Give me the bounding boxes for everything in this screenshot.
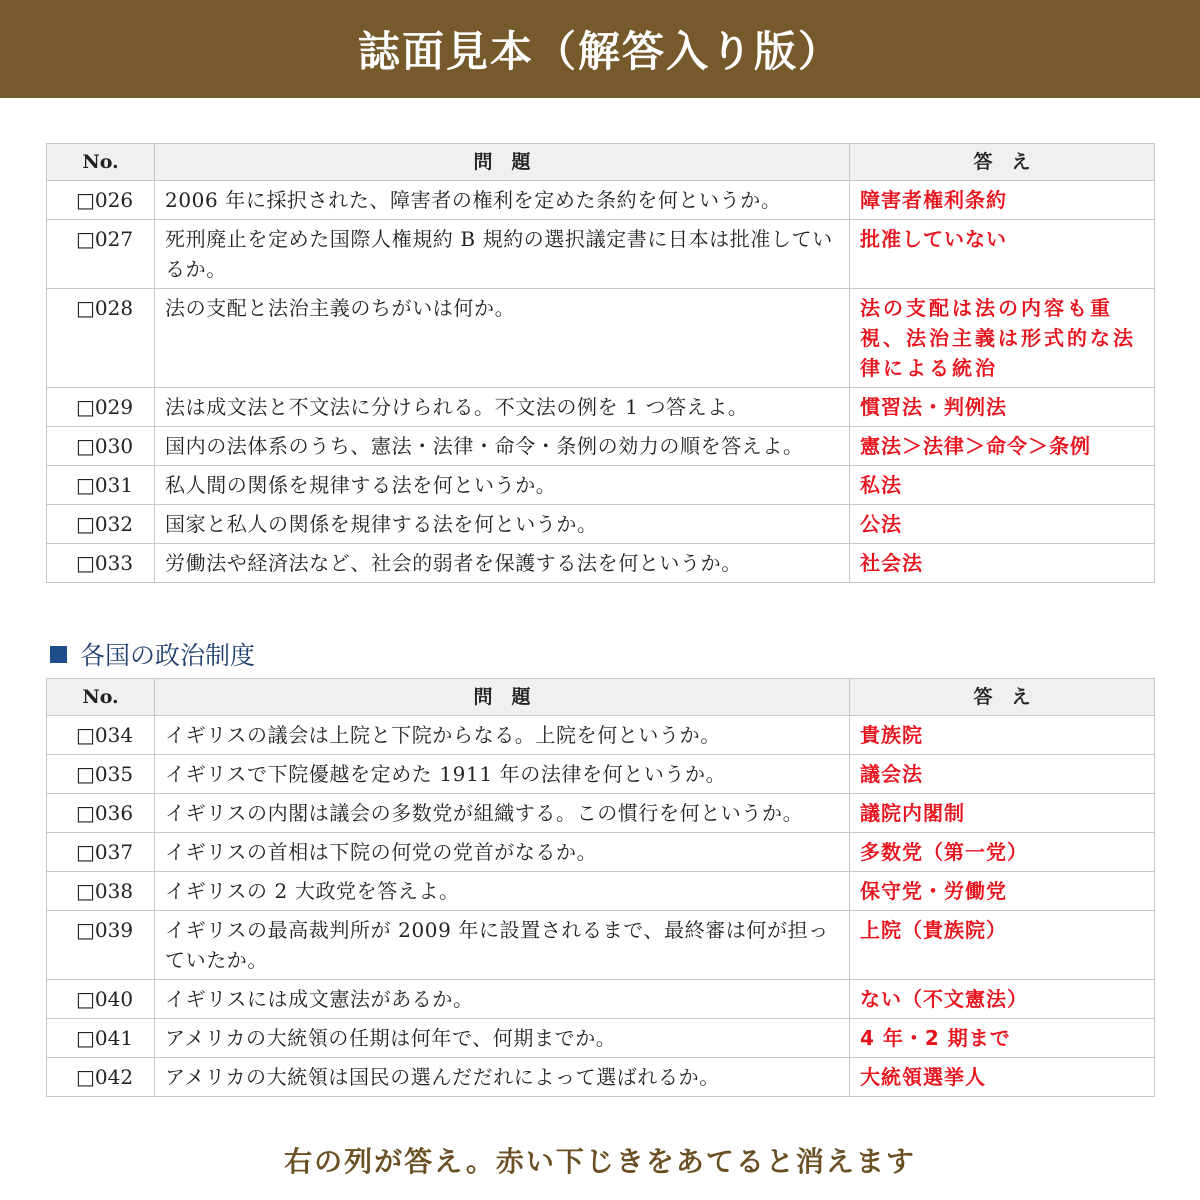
row-answer: 保守党・労働党	[850, 872, 1155, 911]
header-no: No.	[47, 144, 155, 181]
table-row	[47, 911, 1155, 980]
table-row	[47, 427, 1155, 466]
row-number: □031	[47, 466, 155, 505]
table-row	[47, 1058, 1155, 1097]
row-number: □028	[47, 289, 155, 388]
row-question: 法は成文法と不文法に分けられる。不文法の例を 1 つ答えよ。	[155, 388, 850, 427]
row-answer: 多数党（第一党）	[850, 833, 1155, 872]
row-answer: 障害者権利条約	[850, 181, 1155, 220]
qa-table-1	[46, 143, 1155, 583]
row-answer: 私法	[850, 466, 1155, 505]
row-question: 国家と私人の関係を規律する法を何というか。	[155, 505, 850, 544]
header-no: No.	[47, 679, 155, 716]
footer-note: 右の列が答え。赤い下じきをあてると消えます	[284, 1145, 916, 1178]
row-question: 法の支配と法治主義のちがいは何か。	[155, 289, 850, 388]
row-answer: 社会法	[850, 544, 1155, 583]
row-question: アメリカの大統領の任期は何年で、何期までか。	[155, 1019, 850, 1058]
row-number: □032	[47, 505, 155, 544]
row-question: アメリカの大統領は国民の選んだだれによって選ばれるか。	[155, 1058, 850, 1097]
row-answer: 議院内閣制	[850, 794, 1155, 833]
row-question: 私人間の関係を規律する法を何というか。	[155, 466, 850, 505]
qa-table-2	[46, 678, 1155, 1097]
table-row	[47, 181, 1155, 220]
row-question: イギリスの議会は上院と下院からなる。上院を何というか。	[155, 716, 850, 755]
row-question: イギリスで下院優越を定めた 1911 年の法律を何というか。	[155, 755, 850, 794]
page-title-banner	[0, 0, 1200, 98]
section-heading	[50, 636, 255, 672]
table-row	[47, 289, 1155, 388]
row-number: □037	[47, 833, 155, 872]
row-number: □033	[47, 544, 155, 583]
row-number: □029	[47, 388, 155, 427]
table-row	[47, 833, 1155, 872]
header-answer: 答 え	[850, 679, 1155, 716]
page-title: 誌面見本（解答入り版）	[357, 27, 842, 76]
row-number: □039	[47, 911, 155, 980]
row-question: イギリスには成文憲法があるか。	[155, 980, 850, 1019]
table-header-row	[47, 679, 1155, 716]
row-answer: 憲法＞法律＞命令＞条例	[850, 427, 1155, 466]
table-header-row	[47, 144, 1155, 181]
table-row	[47, 872, 1155, 911]
section-heading-text: 各国の政治制度	[80, 641, 256, 670]
row-number: □026	[47, 181, 155, 220]
row-answer: 貴族院	[850, 716, 1155, 755]
row-number: □030	[47, 427, 155, 466]
row-number: □041	[47, 1019, 155, 1058]
square-bullet-icon	[50, 646, 67, 663]
row-answer: 上院（貴族院）	[850, 911, 1155, 980]
row-number: □036	[47, 794, 155, 833]
row-number: □038	[47, 872, 155, 911]
row-number: □040	[47, 980, 155, 1019]
table-row	[47, 505, 1155, 544]
row-answer: 慣習法・判例法	[850, 388, 1155, 427]
row-question: 死刑廃止を定めた国際人権規約 B 規約の選択議定書に日本は批准しているか。	[155, 220, 850, 289]
row-number: □034	[47, 716, 155, 755]
table-row	[47, 716, 1155, 755]
row-number: □027	[47, 220, 155, 289]
row-question: イギリスの最高裁判所が 2009 年に設置されるまで、最終審は何が担っていたか。	[155, 911, 850, 980]
row-question: 労働法や経済法など、社会的弱者を保護する法を何というか。	[155, 544, 850, 583]
row-number: □035	[47, 755, 155, 794]
row-answer: 批准していない	[850, 220, 1155, 289]
row-answer: 公法	[850, 505, 1155, 544]
table-row	[47, 794, 1155, 833]
row-answer: 大統領選挙人	[850, 1058, 1155, 1097]
row-question: 国内の法体系のうち、憲法・法律・命令・条例の効力の順を答えよ。	[155, 427, 850, 466]
row-number: □042	[47, 1058, 155, 1097]
row-question: イギリスの内閣は議会の多数党が組織する。この慣行を何というか。	[155, 794, 850, 833]
row-question: イギリスの首相は下院の何党の党首がなるか。	[155, 833, 850, 872]
header-answer: 答 え	[850, 144, 1155, 181]
row-question: 2006 年に採択された、障害者の権利を定めた条約を何というか。	[155, 181, 850, 220]
header-question: 問 題	[155, 144, 850, 181]
row-answer: 4 年・2 期まで	[850, 1019, 1155, 1058]
row-answer: 法の支配は法の内容も重視、法治主義は形式的な法律による統治	[850, 289, 1155, 388]
row-answer: 議会法	[850, 755, 1155, 794]
table-row	[47, 466, 1155, 505]
table-row	[47, 220, 1155, 289]
table-row	[47, 755, 1155, 794]
row-answer: ない（不文憲法）	[850, 980, 1155, 1019]
row-question: イギリスの 2 大政党を答えよ。	[155, 872, 850, 911]
table-row	[47, 388, 1155, 427]
table-row	[47, 544, 1155, 583]
header-question: 問 題	[155, 679, 850, 716]
table-row	[47, 1019, 1155, 1058]
table-row	[47, 980, 1155, 1019]
